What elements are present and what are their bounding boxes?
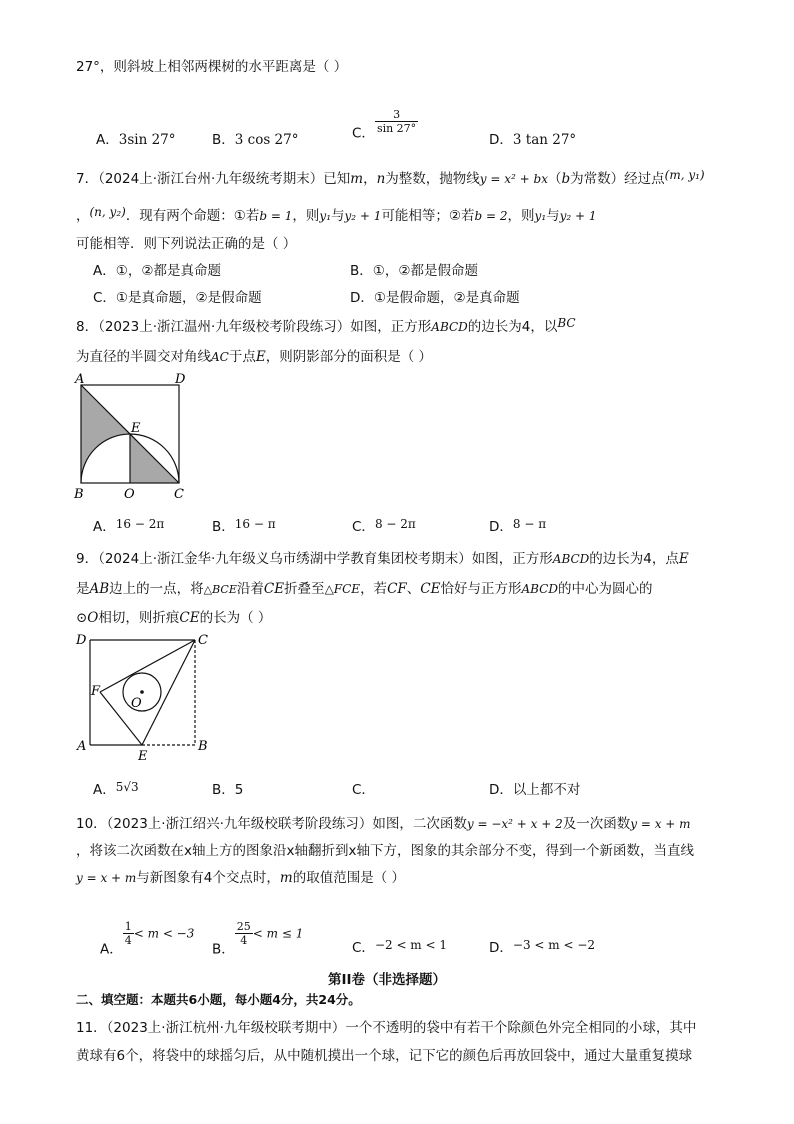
option-math: 3sin 27° [118,132,176,148]
option-letter: C． [352,125,375,142]
q7-line-1: 7．（2024上·浙江台州·九年级统考期末）已知m，n为整数，抛物线y = x² + bx（b为常数）经过点(m, y₁) [76,168,705,187]
q8-line-2: 为直径的半圆交对角线AC于点E，则阴影部分的面积是（ ） [76,349,433,365]
q9-figure [72,632,212,762]
q10-option-d[interactable]: D．−3 < m < −2 [489,938,596,956]
option-math: 3 cos 27° [234,132,299,148]
q9-line-3: ⊙O相切，则折痕CE的长为（ ） [76,610,272,626]
q7-line-2: ，(n, y₂)．现有两个命题：①若b = 1，则y₁与y₂ + 1可能相等；②若b = 2，则y₁与y₂ + 1 [76,205,597,224]
q10-line-3: y = x + m与新图象有4个交点时，m的取值范围是（ ） [76,870,405,886]
q9-line-2: 是AB边上的一点，将△BCE沿着CE折叠至△FCE，若CF、CE恰好与正方形ABCD的中心为圆心的 [76,581,653,597]
q7-option-a[interactable]: A．①，②都是真命题 [93,263,221,279]
option-letter: A． [96,132,119,148]
q9-option-b[interactable]: B．5 [212,782,244,798]
q11-line-1: 11．（2023上·浙江杭州·九年级校联考期中）一个不透明的袋中有若干个除颜色外完全相同的小球，其中 [76,1020,697,1036]
q7-option-d[interactable]: D．①是假命题，②是真命题 [350,290,520,306]
q7-option-b[interactable]: B．①，②都是假命题 [350,263,478,279]
q7-line-3: 可能相等．则下列说法正确的是（ ） [76,236,297,252]
section-title: 第II卷（非选择题） [328,972,447,988]
q8-line-1: 8．（2023上·浙江温州·九年级校考阶段练习）如图，正方形ABCD的边长为4，以BC [76,316,576,335]
q6-option-b[interactable] [212,128,298,148]
label-b: B [198,739,208,754]
label-d: D [175,372,186,387]
label-o: O [124,487,135,502]
label-c: C [174,487,184,502]
fraction: $\frac{25}{4}$ [236,920,251,947]
q9-option-d[interactable]: D．以上都不对 [489,782,581,798]
q8-option-d[interactable]: D．8 − π [489,517,547,535]
label-f: F [91,684,101,699]
label-a: A [77,739,87,754]
label-e: E [131,421,141,436]
q8-option-b[interactable]: B．16 − π [212,517,276,535]
q9-option-a[interactable]: A．5√3 [93,780,139,798]
section-heading: 二、填空题：本题共6小题，每小题4分，共24分。 [76,992,361,1007]
q8-figure [70,372,195,504]
center-o [140,690,144,694]
q6-line: 27°，则斜坡上相邻两棵树的水平距离是（ ） [76,59,348,75]
label-c: C [198,633,208,648]
q9-line-1: 9．（2024上·浙江金华·九年级义乌市绣湖中学教育集团校考期末）如图，正方形ABCD的边长为4，点E [76,551,689,567]
q6-option-c[interactable] [352,108,418,142]
q7-option-c[interactable]: C．①是真命题，②是假命题 [93,290,262,306]
option-letter: B． [212,132,235,148]
fraction: $\frac{3}{\sin 27^\circ}$ [376,108,417,135]
q8-option-c[interactable]: C．8 − 2π [352,517,416,535]
q10-option-a[interactable]: A． $\frac{1}{4}$ < m < −3 [100,920,195,958]
fraction: $\frac{1}{4}$ [124,920,132,947]
label-o: O [131,696,142,711]
segment-cf [100,640,195,692]
option-math: 3 tan 27° [512,132,577,148]
q9-option-c[interactable]: C． [352,782,375,798]
label-b: B [74,487,84,502]
q10-option-b[interactable]: B． $\frac{25}{4}$ < m ≤ 1 [212,920,304,958]
option-letter: D． [489,132,513,148]
label-a: A [75,372,85,387]
q6-option-d[interactable] [489,128,576,148]
label-e: E [138,749,148,762]
segment-ce [142,640,195,745]
q8-option-a[interactable]: A．16 − 2π [93,517,165,535]
q10-option-c[interactable]: C．−2 < m < 1 [352,938,448,956]
label-d: D [76,633,87,648]
q10-line-2: ，将该二次函数在x轴上方的图象沿x轴翻折到x轴下方，图象的其余部分不变，得到一个新函数，当直线 [76,843,694,859]
q11-line-2: 黄球有6个，将袋中的球摇匀后，从中随机摸出一个球，记下它的颜色后再放回袋中，通过大量重复摸球 [76,1048,693,1064]
q6-option-a[interactable] [96,128,176,148]
q10-line-1: 10．（2023上·浙江绍兴·九年级校联考阶段练习）如图，二次函数y = −x² + x + 2及一次函数y = x + m [76,816,691,832]
